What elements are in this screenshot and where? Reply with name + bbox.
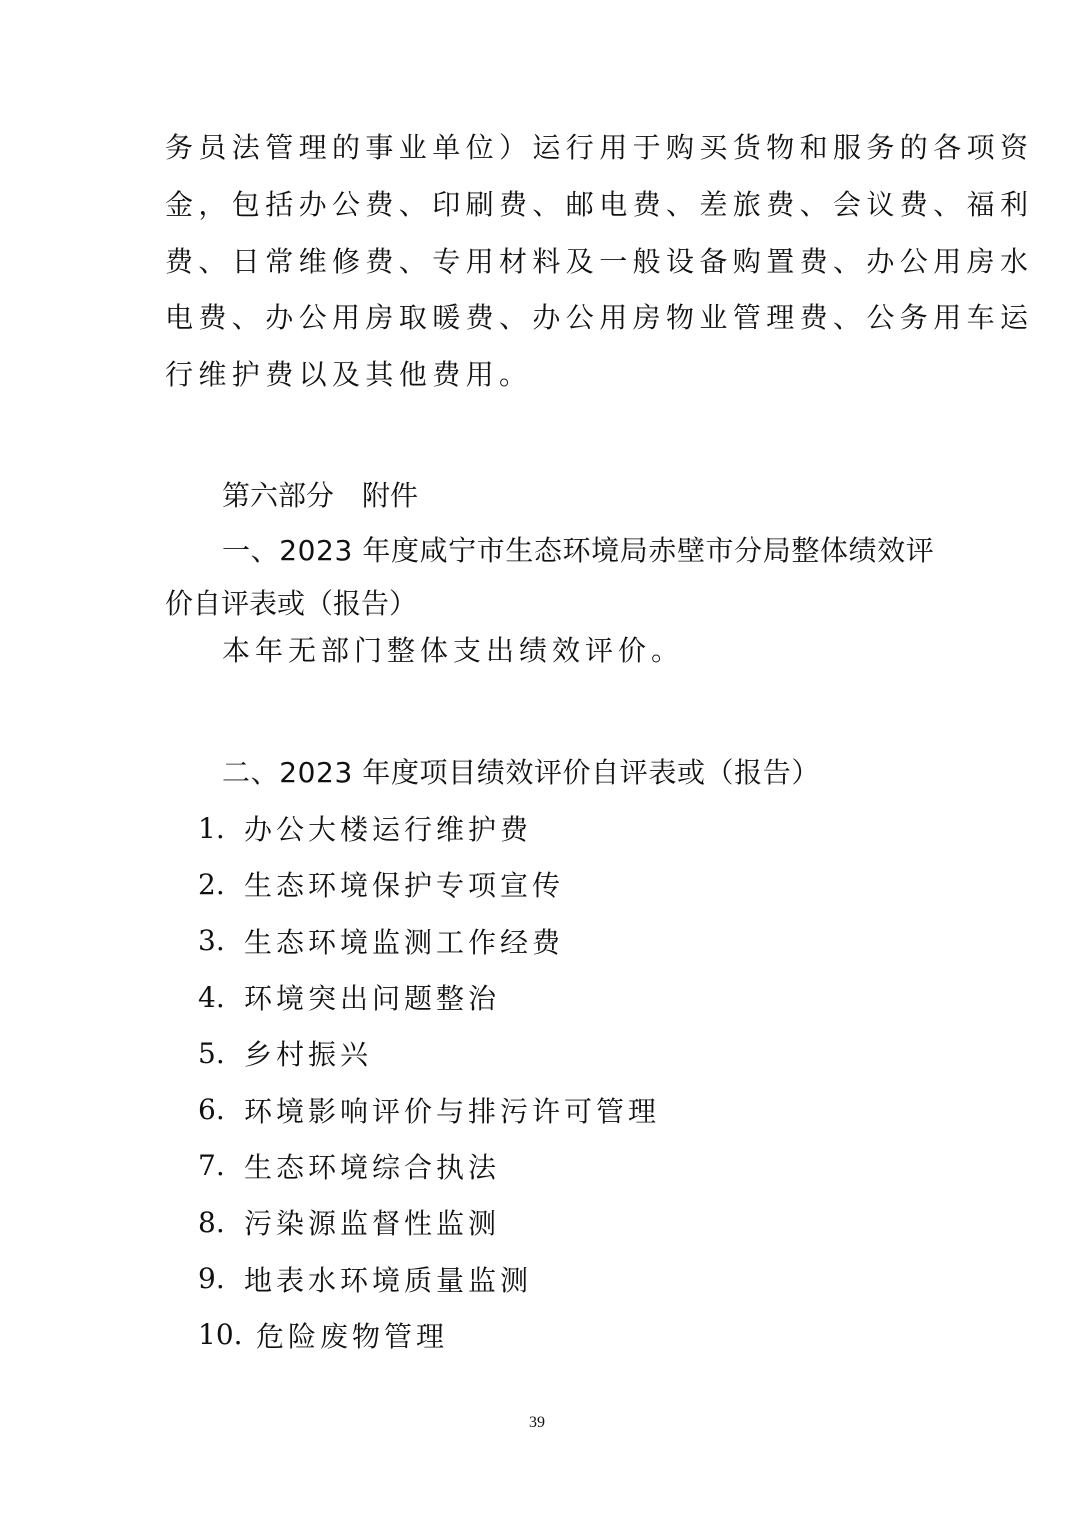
attachment-two-heading: 二、2023 年度项目绩效评价自评表或（报告）	[222, 756, 820, 789]
list-item-label: 地表水环境质量监测	[244, 1263, 533, 1297]
list-item	[198, 1307, 660, 1363]
attachment-one-heading-line-2: 价自评表或（报告）	[165, 587, 418, 620]
list-item-label: 危险废物管理	[256, 1319, 449, 1353]
body-paragraph-line-5: 行维护费以及其他费用。	[165, 358, 533, 391]
attachment-one-heading-line-1: 一、2023 年度咸宁市生态环境局赤壁市分局整体绩效评	[222, 534, 935, 567]
list-item	[198, 969, 660, 1025]
list-item	[198, 856, 660, 912]
body-paragraph-line-1: 务员法管理的事业单位）运行用于购买货物和服务的各项资	[165, 131, 1034, 164]
body-paragraph-line-4: 电费、办公用房取暖费、办公用房物业管理费、公务用车运	[165, 301, 1034, 334]
list-item	[198, 913, 660, 969]
body-paragraph-line-2: 金，包括办公费、印刷费、邮电费、差旅费、会议费、福利	[165, 188, 1034, 221]
list-item	[198, 1138, 660, 1194]
list-item-number: 1.	[198, 811, 225, 845]
list-item-number: 3.	[198, 924, 225, 958]
list-item	[198, 1194, 660, 1250]
list-item	[198, 1025, 660, 1081]
list-item	[198, 1081, 660, 1137]
list-item-label: 环境影响评价与排污许可管理	[244, 1094, 661, 1128]
list-item-number: 9.	[198, 1262, 225, 1296]
list-item-number: 4.	[198, 980, 225, 1014]
list-item-number: 5.	[198, 1036, 225, 1070]
page-number: 39	[529, 1414, 545, 1431]
list-item-label: 环境突出问题整治	[244, 982, 501, 1016]
list-item-label: 生态环境保护专项宣传	[244, 869, 565, 903]
body-paragraph-line-3: 费、日常维修费、专用材料及一般设备购置费、办公用房水	[165, 245, 1034, 278]
list-item-label: 办公大楼运行维护费	[244, 813, 533, 847]
list-item-number: 7.	[198, 1149, 225, 1183]
list-item-number: 8.	[198, 1205, 225, 1239]
list-item-label: 生态环境综合执法	[244, 1150, 501, 1184]
list-item-number: 6.	[198, 1093, 225, 1127]
section-title: 第六部分 附件	[222, 479, 419, 512]
list-item-label: 污染源监督性监测	[244, 1207, 501, 1241]
list-item-label: 生态环境监测工作经费	[244, 925, 565, 959]
list-item	[198, 800, 660, 856]
attachment-one-note: 本年无部门整体支出绩效评价。	[222, 634, 685, 667]
list-item-number: 2.	[198, 867, 225, 901]
list-item-number: 10.	[198, 1318, 243, 1352]
list-item	[198, 1250, 660, 1306]
project-list	[198, 800, 660, 1363]
list-item-label: 乡村振兴	[244, 1038, 373, 1072]
